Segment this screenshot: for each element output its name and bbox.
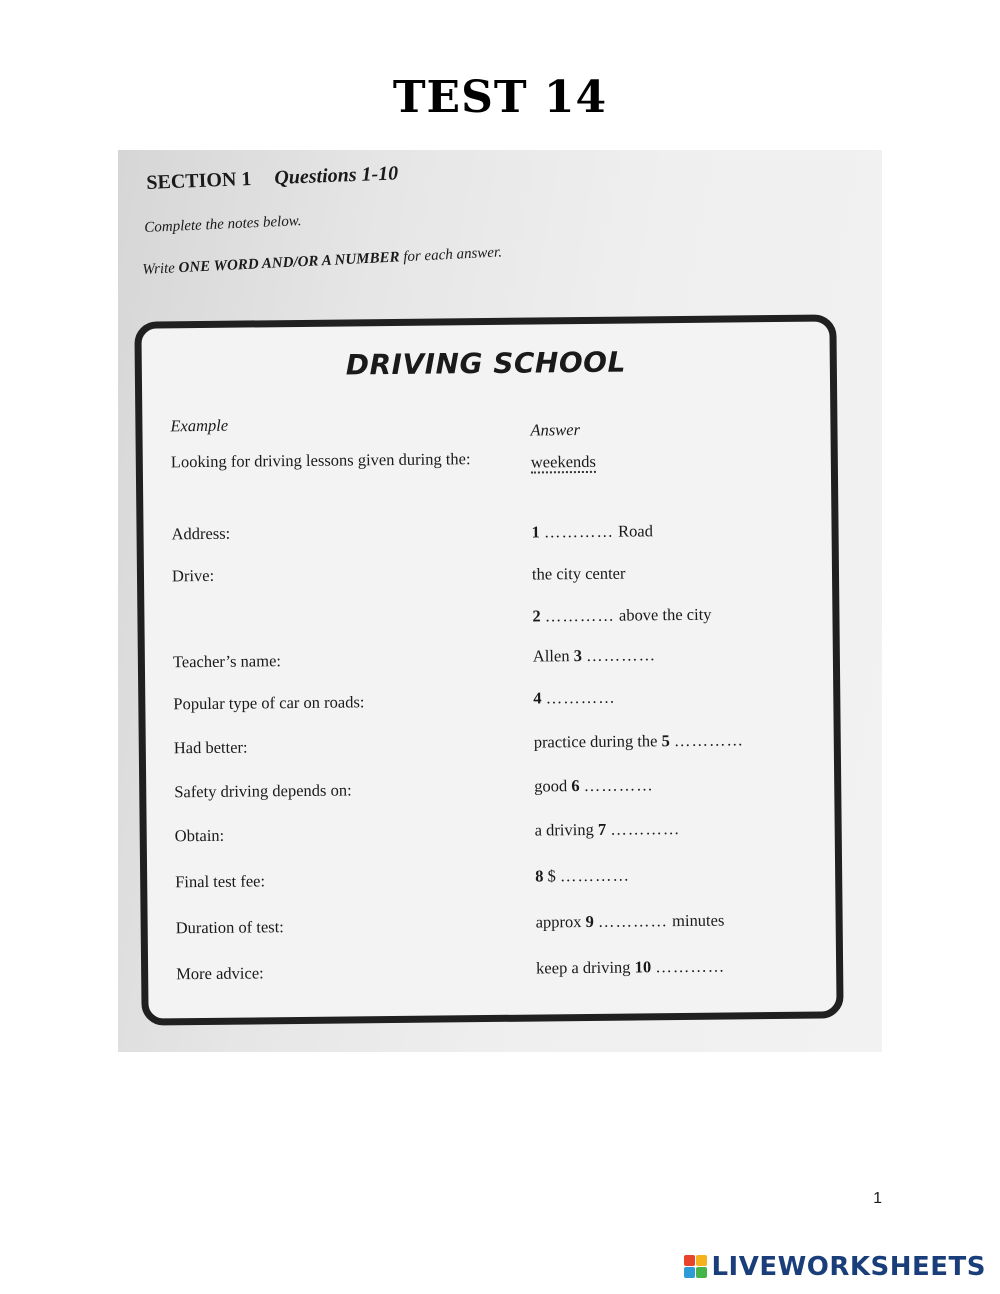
label-teacher-name: Teacher’s name: — [172, 651, 282, 672]
label-drive: Drive: — [171, 565, 215, 586]
liveworksheets-logo-icon — [684, 1255, 708, 1279]
instruction-write-pre: Write — [142, 260, 176, 278]
example-label: Example — [170, 415, 229, 436]
answer-before: good — [534, 776, 568, 796]
answer-blank-6[interactable]: ………… — [583, 775, 654, 796]
example-answer — [531, 452, 596, 473]
worksheet-photo — [118, 150, 882, 1052]
label-had-better: Had better: — [173, 737, 248, 758]
question-number: 5 — [661, 731, 670, 751]
answer-row-5 — [534, 730, 744, 752]
label-more-advice: More advice: — [176, 963, 264, 984]
label-address: Address: — [171, 523, 231, 544]
answer-row-3 — [533, 645, 656, 666]
example-answer-text: weekends — [530, 451, 596, 472]
answer-after: above the city — [618, 604, 712, 625]
instruction-write — [142, 244, 502, 279]
answer-drive: the city center — [531, 563, 626, 584]
answer-before: approx — [535, 912, 582, 932]
label-duration: Duration of test: — [175, 917, 284, 938]
answer-blank-7[interactable]: ………… — [610, 819, 681, 839]
answer-after: Road — [617, 521, 653, 541]
answer-before: a driving — [534, 819, 594, 840]
question-number: 8 — [535, 866, 544, 886]
question-number: 9 — [585, 911, 594, 932]
answer-row-8 — [535, 866, 630, 887]
answer-blank-4[interactable]: ………… — [545, 687, 616, 708]
label-popular-car: Popular type of car on roads: — [173, 692, 365, 714]
card-title: DRIVING SCHOOL — [345, 345, 626, 382]
page-number: 1 — [873, 1190, 882, 1207]
answer-row-9 — [536, 911, 725, 933]
answer-before: Allen — [532, 646, 570, 666]
example-question: Looking for driving lessons given during the: — [170, 449, 471, 472]
answer-blank-8[interactable]: ………… — [559, 865, 631, 886]
answer-row-4 — [533, 688, 616, 709]
label-safety-driving: Safety driving depends on: — [174, 780, 352, 802]
answer-before: practice during the — [533, 731, 658, 752]
currency-symbol: $ — [547, 866, 556, 886]
answer-row-10 — [536, 957, 725, 979]
answer-after: minutes — [671, 910, 725, 931]
instruction-write-post: for each answer. — [402, 244, 503, 266]
liveworksheets-brand[interactable] — [684, 1252, 986, 1282]
question-number: 3 — [573, 646, 582, 666]
answer-blank-5[interactable]: ………… — [673, 730, 745, 751]
questions-range: Questions 1-10 — [273, 162, 399, 190]
answer-before: keep a driving — [536, 957, 631, 978]
question-number: 4 — [533, 688, 542, 708]
answer-blank-1[interactable]: ………… — [543, 521, 615, 542]
question-number: 1 — [531, 522, 540, 542]
label-obtain: Obtain: — [174, 825, 225, 846]
answer-row-1 — [531, 521, 653, 542]
driving-school-card — [134, 314, 843, 1025]
answer-label: Answer — [530, 420, 581, 440]
section-heading — [146, 162, 399, 195]
question-number: 7 — [597, 819, 607, 839]
instruction-complete: Complete the notes below. — [144, 213, 302, 236]
answer-blank-9[interactable]: ………… — [597, 911, 669, 931]
label-final-test-fee: Final test fee: — [175, 871, 266, 892]
question-number: 10 — [634, 957, 652, 977]
question-number: 6 — [571, 776, 580, 796]
answer-blank-3[interactable]: ………… — [585, 645, 657, 665]
section-label: SECTION 1 — [146, 167, 252, 194]
brand-name: LIVEWORKSHEETS — [711, 1252, 986, 1282]
page-title: TEST 14 — [392, 72, 608, 123]
instruction-write-bold: ONE WORD AND/OR A NUMBER — [178, 249, 400, 277]
answer-blank-2[interactable]: ………… — [544, 605, 615, 626]
question-number: 2 — [532, 606, 541, 626]
answer-row-6 — [534, 775, 654, 796]
answer-blank-10[interactable]: ………… — [655, 956, 726, 977]
answer-row-2 — [532, 605, 711, 627]
answer-row-7 — [535, 819, 681, 841]
